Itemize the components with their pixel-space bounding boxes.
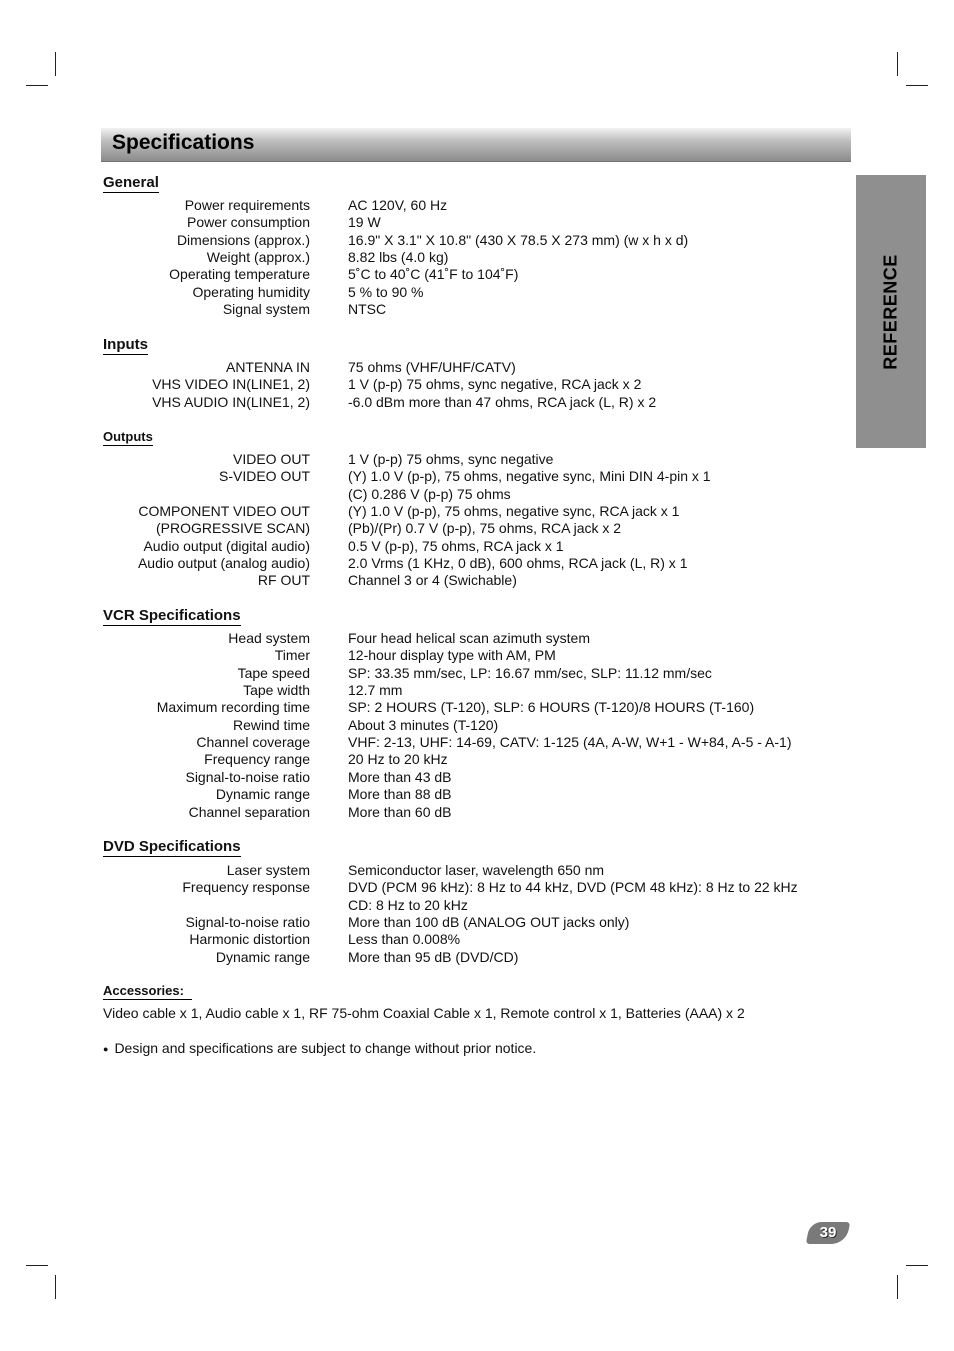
spec-label: Signal system bbox=[222, 301, 310, 318]
spec-value: (Pb)/(Pr) 0.7 V (p-p), 75 ohms, RCA jack x 2 bbox=[348, 520, 622, 537]
spec-value: 2.0 Vrms (1 KHz, 0 dB), 600 ohms, RCA jack (L, R) x 1 bbox=[348, 555, 688, 572]
spec-label: S-VIDEO OUT bbox=[218, 468, 310, 485]
spec-value: VHF: 2-13, UHF: 14-69, CATV: 1-125 (4A, A-W, W+1 - W+84, A-5 - A-1) bbox=[348, 734, 792, 751]
spec-label: ANTENNA IN bbox=[225, 359, 310, 375]
spec-value: 20 Hz to 20 kHz bbox=[348, 751, 448, 768]
spec-value: 12-hour display type with AM, PM bbox=[348, 647, 556, 664]
page-number-badge bbox=[806, 1222, 851, 1244]
spec-value: 16.9" X 3.1" X 10.8" (430 X 78.5 X 273 mm) (w x h x d) bbox=[348, 231, 689, 248]
spec-value: Semiconductor laser, wavelength 650 nm bbox=[348, 862, 605, 878]
spec-value: Channel 3 or 4 (Swichable) bbox=[348, 572, 517, 589]
side-tab-label: REFERENCE bbox=[880, 253, 901, 370]
spec-label: Maximum recording time bbox=[156, 699, 310, 716]
crop-mark bbox=[906, 1265, 928, 1266]
page-number: 39 bbox=[819, 1224, 837, 1241]
spec-value: 8.82 lbs (4.0 kg) bbox=[348, 249, 449, 266]
crop-mark bbox=[906, 85, 928, 86]
spec-label: (PROGRESSIVE SCAN) bbox=[155, 520, 310, 537]
spec-value: More than 43 dB bbox=[348, 768, 452, 785]
section-heading-vcr: VCR Specifications bbox=[103, 607, 241, 624]
spec-label: Tape speed bbox=[237, 664, 310, 681]
spec-label: Laser system bbox=[226, 862, 310, 878]
spec-label: Audio output (analog audio) bbox=[137, 555, 310, 572]
spec-label: Frequency response bbox=[182, 879, 310, 896]
spec-label: Harmonic distortion bbox=[189, 931, 310, 948]
spec-value: 12.7 mm bbox=[348, 682, 403, 699]
section-heading-dvd: DVD Specifications bbox=[103, 838, 241, 855]
spec-label: Signal-to-noise ratio bbox=[185, 914, 310, 931]
spec-label: COMPONENT VIDEO OUT bbox=[138, 503, 310, 520]
spec-value: DVD (PCM 96 kHz): 8 Hz to 44 kHz, DVD (PCM 48 kHz): 8 Hz to 22 kHz bbox=[348, 879, 798, 896]
spec-value: More than 88 dB bbox=[348, 786, 452, 803]
spec-value: SP: 33.35 mm/sec, LP: 16.67 mm/sec, SLP: 11.12 mm/sec bbox=[348, 664, 712, 681]
spec-value: 5 % to 90 % bbox=[348, 283, 424, 300]
page-title: Specifications bbox=[112, 131, 255, 154]
spec-label: Rewind time bbox=[232, 716, 310, 733]
spec-value: Four head helical scan azimuth system bbox=[348, 630, 590, 646]
spec-value: -6.0 dBm more than 47 ohms, RCA jack (L, R) x 2 bbox=[348, 393, 657, 410]
notice-text: Design and specifications are subject to change without prior notice. bbox=[114, 1040, 537, 1056]
spec-value: 1 V (p-p) 75 ohms, sync negative bbox=[348, 451, 554, 467]
spec-label: VHS VIDEO IN(LINE1, 2) bbox=[152, 376, 310, 393]
spec-value: SP: 2 HOURS (T-120), SLP: 6 HOURS (T-120)/8 HOURS (T-160) bbox=[348, 699, 755, 716]
spec-label: Power requirements bbox=[184, 197, 310, 213]
section-heading-inputs: Inputs bbox=[103, 336, 148, 353]
spec-label: Dynamic range bbox=[215, 786, 310, 803]
spec-value: Less than 0.008% bbox=[348, 931, 461, 948]
spec-value: 0.5 V (p-p), 75 ohms, RCA jack x 1 bbox=[348, 537, 564, 554]
section-heading-accessories: Accessories: bbox=[103, 983, 192, 1000]
crop-mark bbox=[26, 85, 48, 86]
crop-mark bbox=[55, 52, 56, 76]
spec-value: 75 ohms (VHF/UHF/CATV) bbox=[348, 359, 516, 375]
spec-value: More than 95 dB (DVD/CD) bbox=[348, 948, 519, 965]
spec-value: More than 60 dB bbox=[348, 803, 452, 820]
spec-label: Timer bbox=[274, 647, 310, 664]
spec-label: Signal-to-noise ratio bbox=[185, 768, 310, 785]
spec-value: (Y) 1.0 V (p-p), 75 ohms, negative sync, Mini DIN 4-pin x 1 bbox=[348, 468, 711, 485]
spec-value: (Y) 1.0 V (p-p), 75 ohms, negative sync, RCA jack x 1 bbox=[348, 503, 680, 520]
spec-label: Frequency range bbox=[204, 751, 310, 768]
spec-label: RF OUT bbox=[257, 572, 310, 589]
crop-mark bbox=[55, 1275, 56, 1299]
spec-label: Weight (approx.) bbox=[206, 249, 310, 266]
spec-label: Audio output (digital audio) bbox=[143, 537, 310, 554]
spec-label: VHS AUDIO IN(LINE1, 2) bbox=[152, 393, 310, 410]
section-heading-outputs: Outputs bbox=[103, 429, 153, 444]
spec-value: CD: 8 Hz to 20 kHz bbox=[348, 896, 468, 913]
crop-mark bbox=[897, 52, 898, 76]
crop-mark bbox=[897, 1275, 898, 1299]
spec-value: More than 100 dB (ANALOG OUT jacks only) bbox=[348, 914, 630, 931]
spec-value: 5˚C to 40˚C (41˚F to 104˚F) bbox=[348, 266, 519, 283]
spec-label: Operating humidity bbox=[192, 283, 310, 300]
spec-label: Channel separation bbox=[188, 803, 310, 820]
title-bar bbox=[101, 128, 851, 162]
notice bbox=[103, 1040, 536, 1058]
spec-label: Head system bbox=[228, 630, 310, 646]
spec-value: 19 W bbox=[348, 214, 381, 231]
crop-mark bbox=[26, 1265, 48, 1266]
spec-value: (C) 0.286 V (p-p) 75 ohms bbox=[348, 485, 511, 502]
accessories-text: Video cable x 1, Audio cable x 1, RF 75-ohm Coaxial Cable x 1, Remote control x 1, Batteries (AAA) x 2 bbox=[103, 1005, 745, 1021]
spec-value: AC 120V, 60 Hz bbox=[348, 197, 448, 213]
spec-label: Power consumption bbox=[187, 214, 310, 231]
spec-value: About 3 minutes (T-120) bbox=[348, 716, 499, 733]
spec-label: Channel coverage bbox=[196, 734, 310, 751]
spec-value: NTSC bbox=[348, 301, 387, 318]
section-heading-general: General bbox=[103, 174, 159, 191]
spec-label: VIDEO OUT bbox=[232, 451, 310, 467]
side-tab bbox=[856, 175, 926, 448]
spec-value: 1 V (p-p) 75 ohms, sync negative, RCA jack x 2 bbox=[348, 376, 642, 393]
spec-label: Operating temperature bbox=[169, 266, 310, 283]
spec-label: Dimensions (approx.) bbox=[176, 231, 310, 248]
bullet-icon: ● bbox=[103, 1044, 109, 1054]
spec-label: Tape width bbox=[243, 682, 310, 699]
spec-label: Dynamic range bbox=[215, 948, 310, 965]
